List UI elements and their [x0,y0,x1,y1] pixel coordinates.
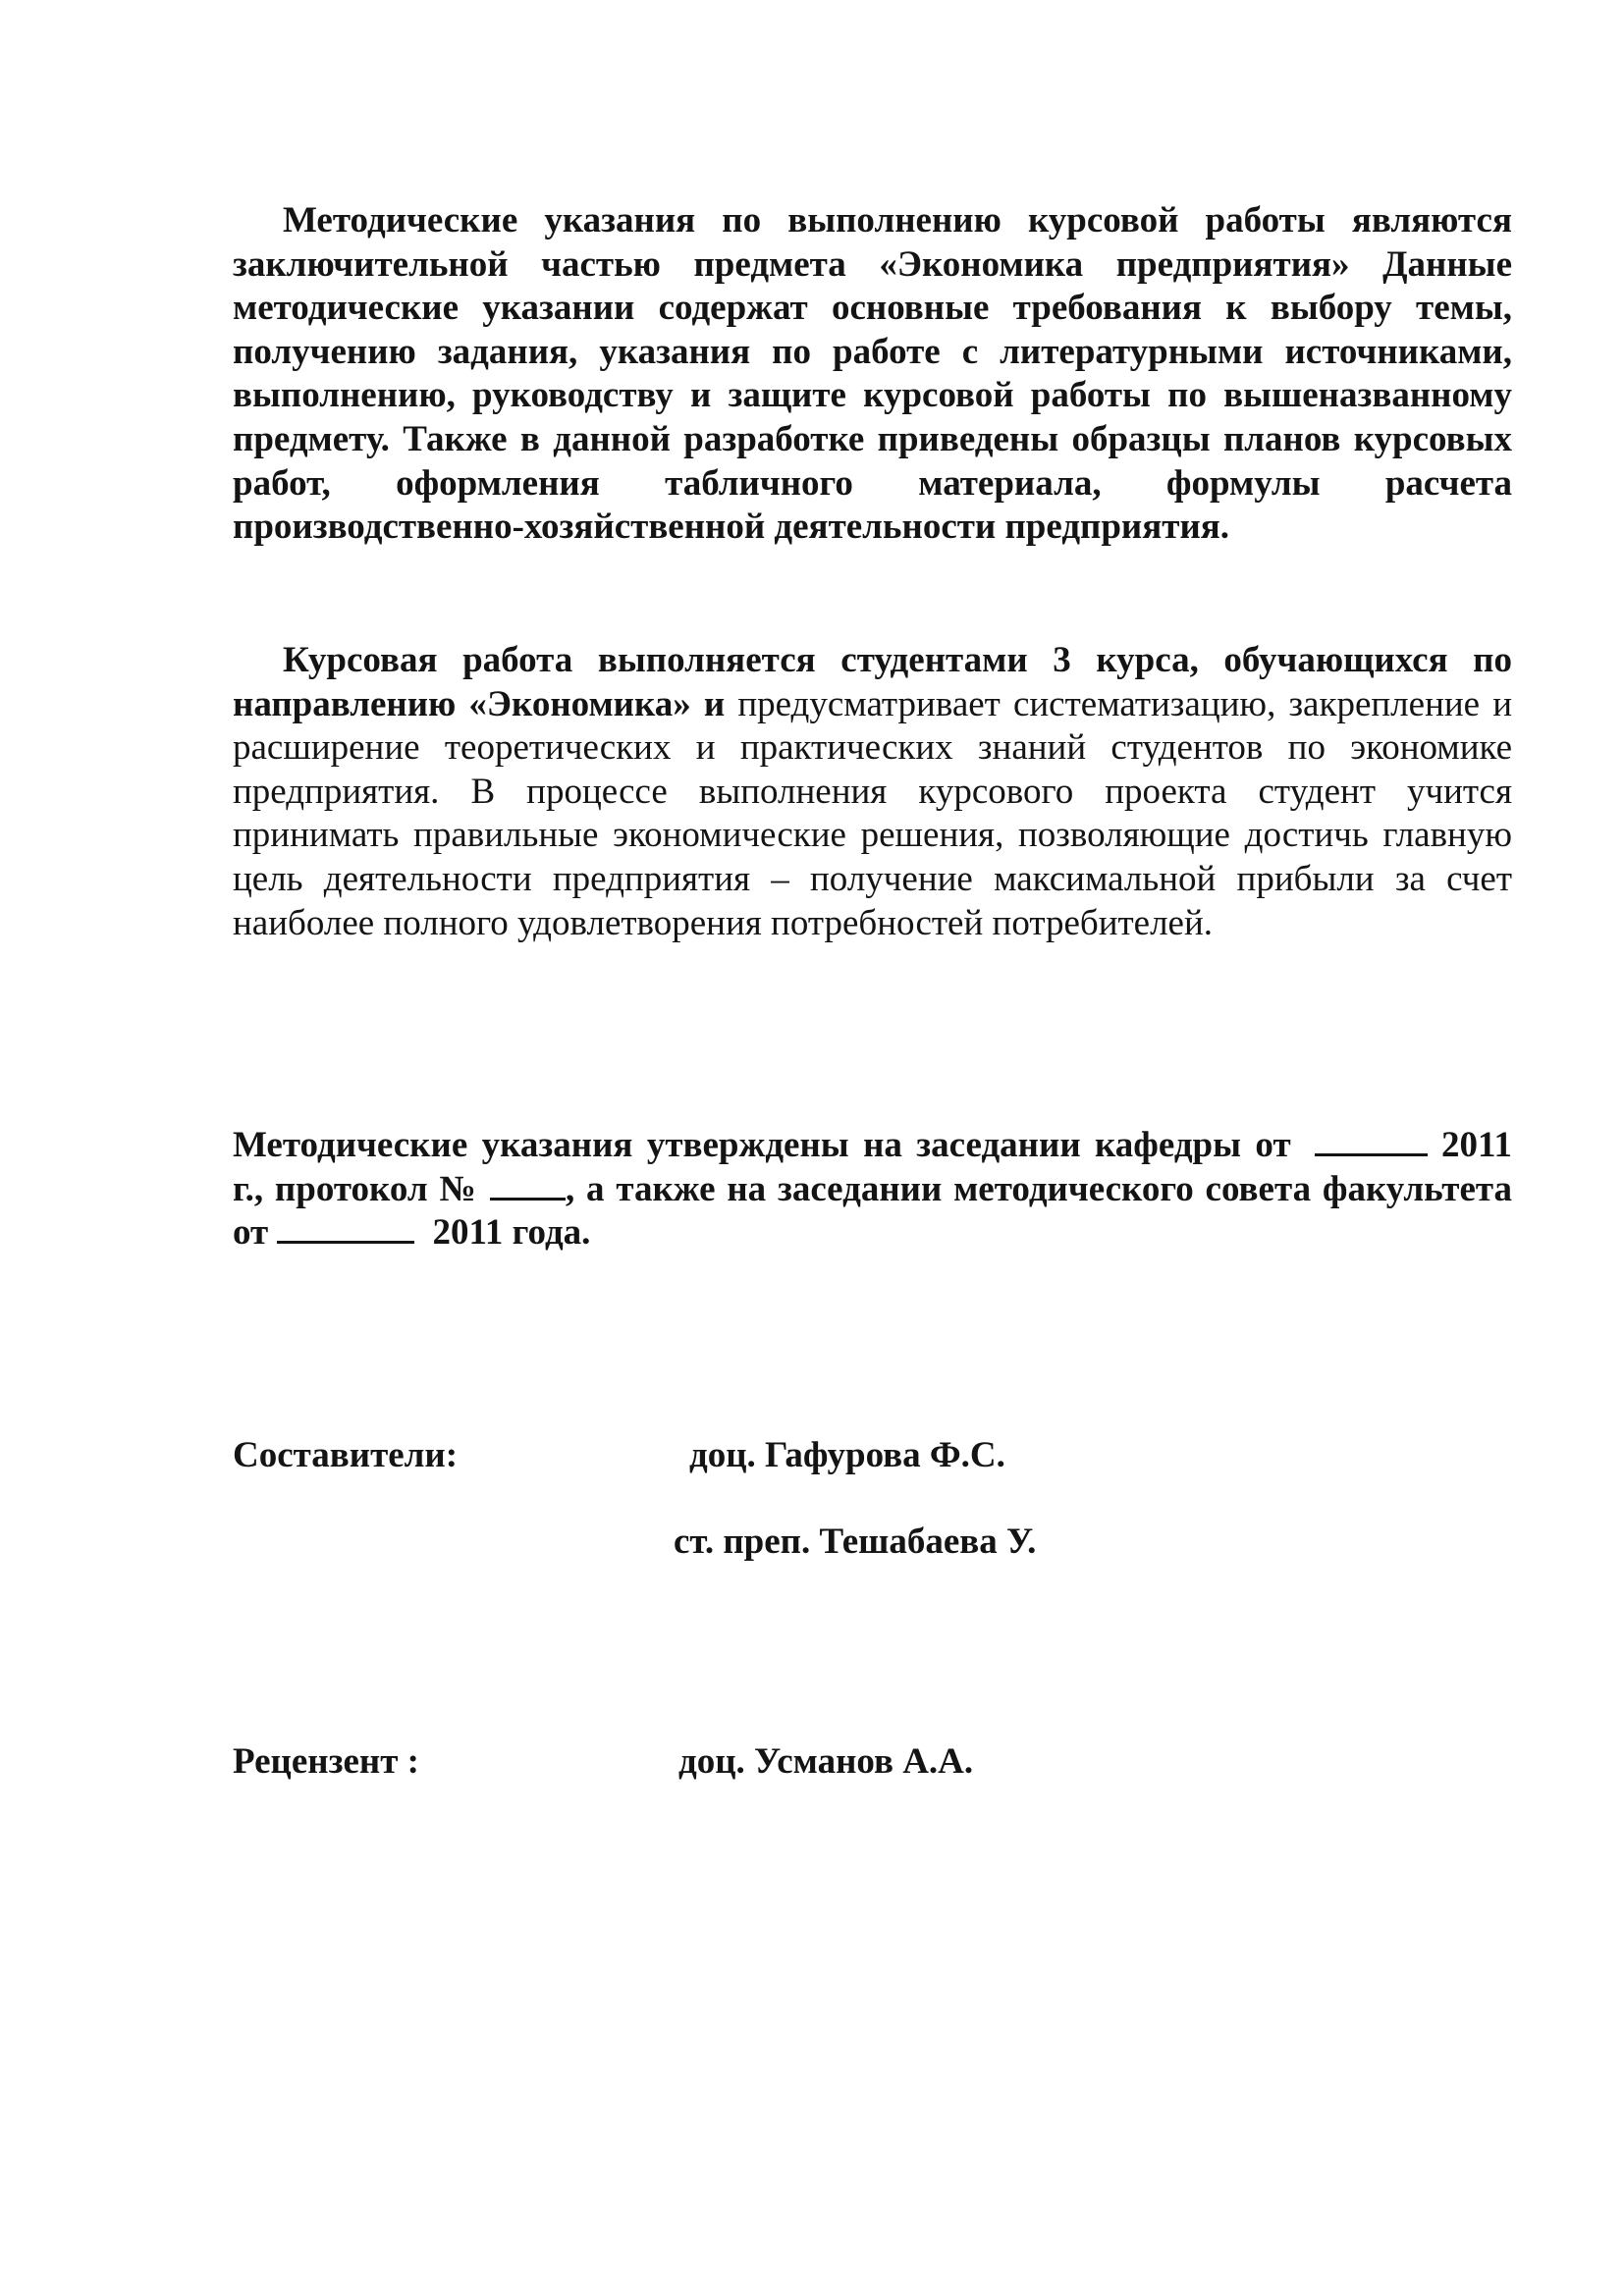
approval-text-part3: , а также на заседании методического совета факультета от [233,1168,1512,1254]
approval-text-part1: Методические указания утверждены на заседании кафедры от [233,1125,1291,1165]
intro-paragraph-text: Методические указания по выполнению курсовой работы являются заключительной частью предмета «Экономика предприятия» Данные методические указании содержат основные требования к выбору темы, получению задания, указания по работе с литературными источниками, выполнению, руководству и защите курсовой работы по вышеназванному предмету. Также в данной разработке приведены образцы планов курсовых работ, оформления табличного материала, формулы расчета производственно-хозяйственной деятельности предприятия. [233,200,1512,548]
compiler-2-name: ст. преп. Тешабаева У. [674,1522,1037,1562]
protocol-number-blank [490,1168,566,1201]
compiler-1-name: доц. Гафурова Ф.С. [689,1435,1005,1475]
coursework-paragraph-bold-text: Курсовая работа выполняется студентами 3 курса, обучающихся по направлению «Экономика» и [233,640,1512,724]
approval-text-part2: 2011 г., протокол № [233,1125,1512,1209]
intro-paragraph [233,199,1512,550]
date-blank-department [1315,1124,1428,1156]
reviewer-label: Рецензент : [233,1741,419,1782]
approval-text-part4: 2011 года. [432,1212,591,1254]
approval-paragraph [233,1124,1512,1255]
reviewer-name: доц. Усманов А.А. [678,1741,974,1782]
date-blank-council [277,1211,414,1244]
coursework-paragraph-text: предусматривает систематизацию, закрепление и расширение теоретических и практических знаний студентов по экономике предприятия. В процессе выполнения курсового проекта студент учится принимать правильные экономические решения, позволяющие достичь главную цель деятельности предприятия – получение максимальной прибыли за счет наиболее полного удовлетворения потребностей потребителей. [233,683,1513,943]
compilers-label: Составители: [233,1435,459,1475]
coursework-paragraph [233,639,1512,945]
